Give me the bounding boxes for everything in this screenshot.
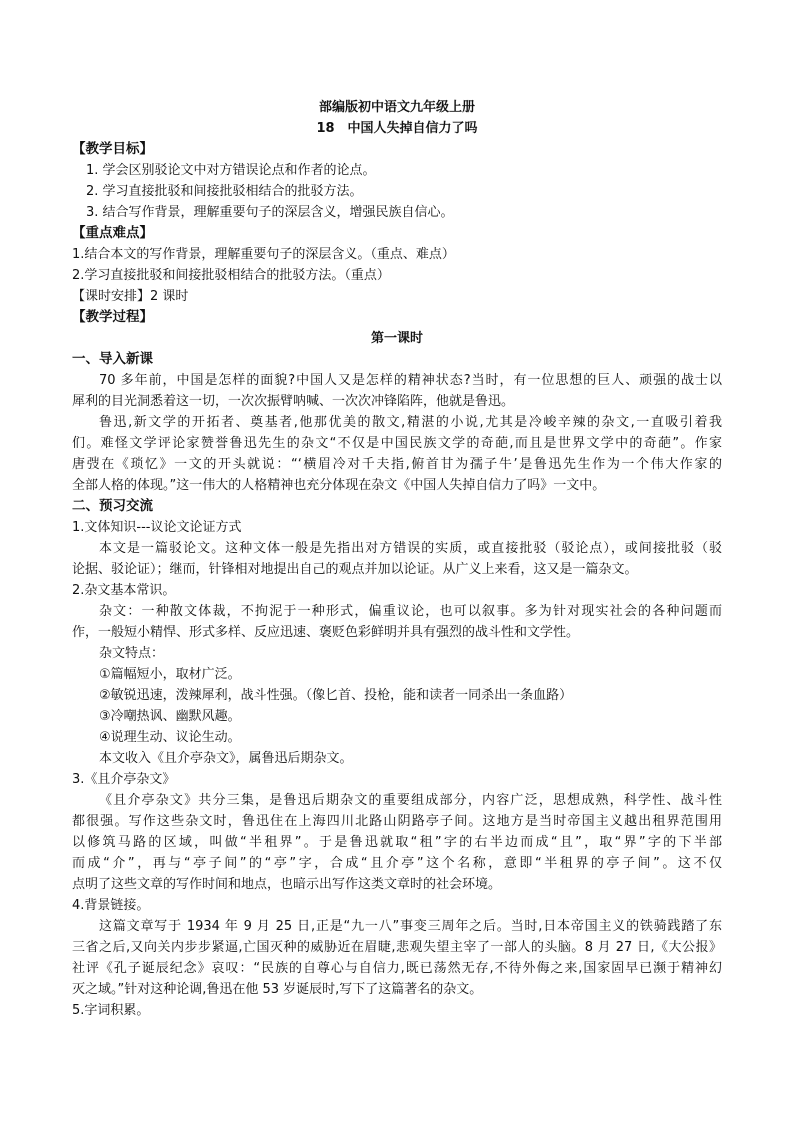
paragraph-line: 而成“介”，再与“亭子间”的“亭”字，合成“且介亭”这个名称，意即“半租界的亭子间”。这不仅 xyxy=(72,856,722,871)
paragraph-line: 们。难怪文学评论家赞誉鲁迅先生的杂文“不仅是中国民族文学的奇葩,而且是世界文学中的奇葩”。作家 xyxy=(72,436,722,451)
teaching-goals-heading: 【教学目标】 xyxy=(72,141,153,157)
doc-title: 部编版初中语文九年级上册 xyxy=(318,100,475,115)
subsection-heading: 1.文体知识---议论文论证方式 xyxy=(72,520,242,535)
key-points-heading: 【重点难点】 xyxy=(72,225,153,241)
paragraph-line: 70 多年前，中国是怎样的面貌?中国人又是怎样的精神状态?当时，有一位思想的巨人、顽强的战士以 xyxy=(99,373,722,388)
paragraph-line: 灭之域。”针对这种论调,鲁迅在他 53 岁诞辰时,写下了这篇著名的杂文。 xyxy=(72,982,483,997)
paragraph-line: 作，一般短小精悍、形式多样、反应迅速、褒贬色彩鲜明并具有强烈的战斗性和文学性。 xyxy=(72,625,580,640)
paragraph-line: 都很强。写作这些杂文时，鲁迅住在上海四川北路山阴路亭子间。这地方是当时帝国主义越出租界范围用 xyxy=(72,814,722,829)
paragraph-line: 唐弢在《琐忆》一文的开头就说：“‘横眉冷对千夫指,俯首甘为孺子牛’是鲁迅先生作为一个伟大作家的 xyxy=(72,457,722,472)
first-lesson-title: 第一课时 xyxy=(370,331,423,346)
lesson-subtitle: 18 中国人失掉自信力了吗 xyxy=(316,121,478,136)
schedule-line: 【课时安排】2 课时 xyxy=(72,289,189,304)
subsection-heading: 3.《且介亭杂文》 xyxy=(72,772,176,787)
list-item: ②敏锐迅速，泼辣犀利，战斗性强。（像匕首、投枪，能和读者一同杀出一条血路） xyxy=(99,688,573,703)
paragraph-line: 杂文：一种散文体裁，不拘泥于一种形式，偏重议论，也可以叙事。多为针对现实社会的各种问题而 xyxy=(99,604,722,619)
paragraph-line: 三省之后,又向关内步步紧逼,亡国灭种的威胁近在眉睫,悲观失望主宰了一部人的头脑。8 月 27 日,《大公报》 xyxy=(72,940,722,955)
paragraph-line: 犀利的目光洞悉着这一切，一次次振臂呐喊、一次次冲锋陷阵，他就是鲁迅。 xyxy=(72,394,515,409)
goal-item: 2. 学习直接批驳和间接批驳相结合的批驳方法。 xyxy=(86,184,363,199)
paragraph-line: 《且介亭杂文》共分三集，是鲁迅后期杂文的重要组成部分，内容广泛，思想成熟，科学性、战斗性 xyxy=(99,793,722,808)
paragraph-line: 鲁迅,新文学的开拓者、奠基者,他那优美的散文,精湛的小说,尤其是冷峻辛辣的杂文,一直吸引着我 xyxy=(99,415,722,430)
paragraph-line: 点明了这些文章的写作时间和地点，也暗示出写作这类文章时的社会环境。 xyxy=(72,877,502,892)
paragraph-line: 以修筑马路的区域，叫做“半租界”。于是鲁迅就取“租”字的右半边而成“且”，取“界”字的下半部 xyxy=(72,835,722,850)
paragraph-line: 杂文特点： xyxy=(99,646,165,661)
paragraph-line: 论据、驳论证）；继而，针锋相对地提出自己的观点并加以论证。从广义上来看，这又是一篇杂文。 xyxy=(72,562,638,577)
section-heading-preview: 二、预习交流 xyxy=(72,498,153,514)
key-point-item: 2.学习直接批驳和间接批驳相结合的批驳方法。（重点） xyxy=(72,268,390,283)
key-point-item: 1.结合本文的写作背景，理解重要句子的深层含义。（重点、难点） xyxy=(72,247,455,262)
subsection-heading: 4.背景链接。 xyxy=(72,898,150,913)
list-item: ④说理生动、议论生动。 xyxy=(99,730,241,745)
paragraph-line: 本文是一篇驳论文。这种文体一般是先指出对方错误的实质，或直接批驳（驳论点），或间接批驳（驳 xyxy=(99,541,722,556)
subsection-heading: 5.字词积累。 xyxy=(72,1003,150,1018)
paragraph-line: 全部人格的体现。”这一伟大的人格精神也充分体现在杂文《中国人失掉自信力了吗》一文中。 xyxy=(72,478,606,493)
paragraph-line: 本文收入《且介亭杂文》，属鲁迅后期杂文。 xyxy=(99,751,353,766)
list-item: ③冷嘲热讽、幽默风趣。 xyxy=(99,709,241,724)
list-item: ①篇幅短小，取材广泛。 xyxy=(99,667,241,682)
section-heading-intro: 一、导入新课 xyxy=(72,351,153,367)
process-heading: 【教学过程】 xyxy=(72,309,153,325)
goal-item: 3. 结合写作背景，理解重要句子的深层含义，增强民族自信心。 xyxy=(86,205,454,220)
paragraph-line: 社评《孔子诞辰纪念》哀叹：“民族的自尊心与自信力,既已荡然无存,不待外侮之来,国家固早已濒于精神幻 xyxy=(72,961,722,976)
paragraph-line: 这篇文章写于 1934 年 9 月 25 日,正是“九一八”事变三周年之后。当时,日本帝国主义的铁骑践踏了东 xyxy=(99,919,722,934)
goal-item: 1. 学会区别驳论文中对方错误论点和作者的论点。 xyxy=(86,163,376,178)
subsection-heading: 2.杂文基本常识。 xyxy=(72,583,176,598)
